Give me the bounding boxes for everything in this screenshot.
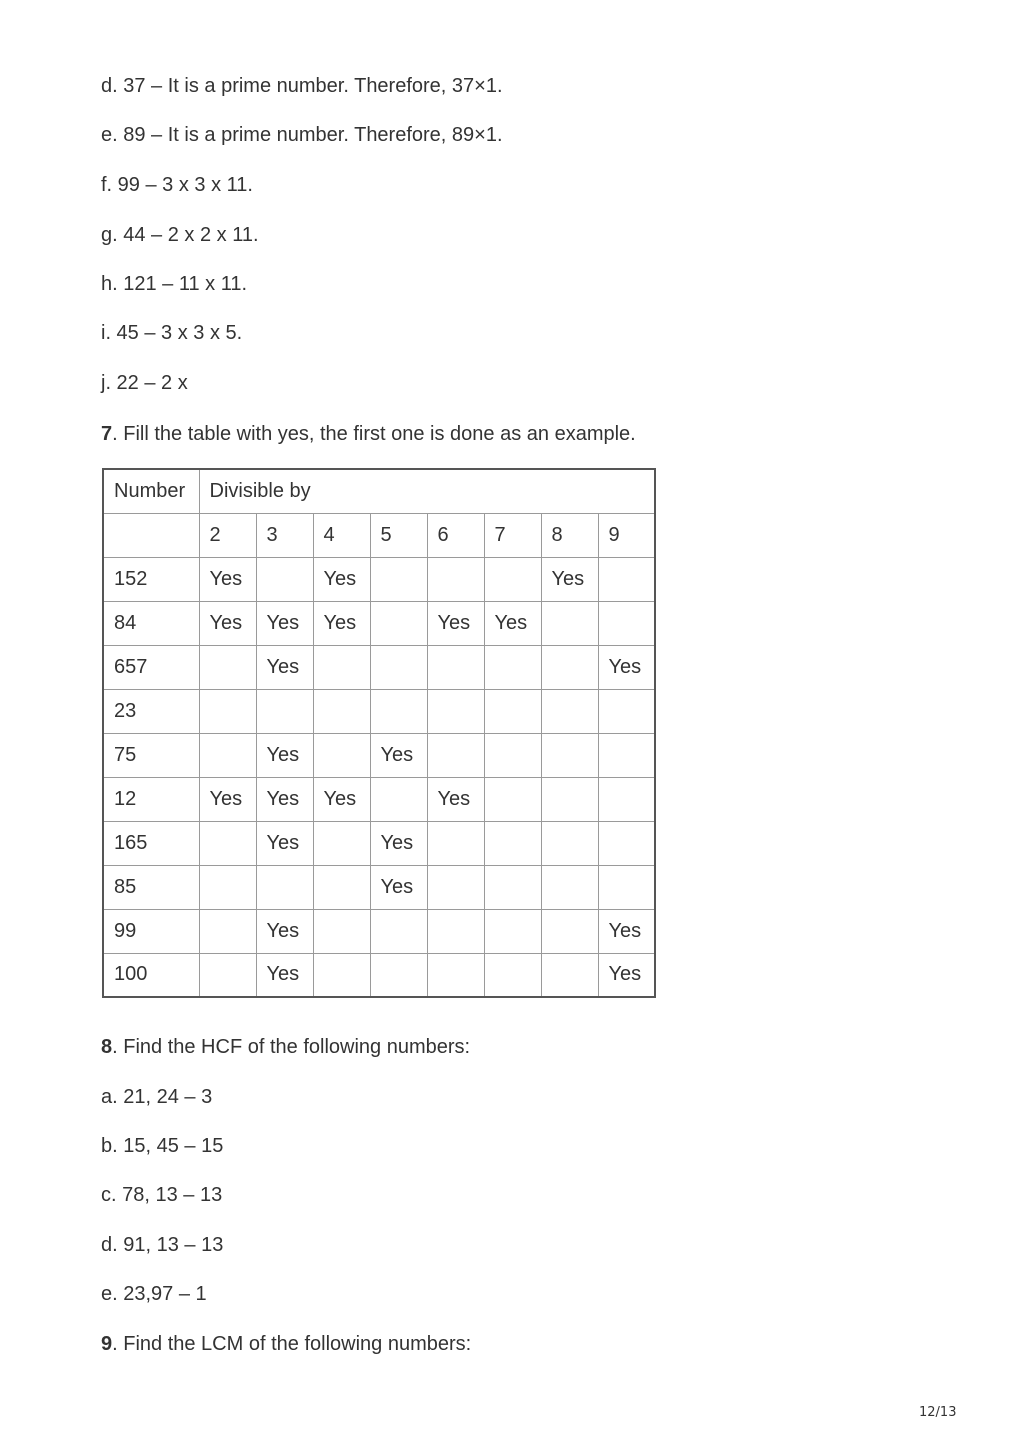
question-8-number: 8: [101, 1036, 113, 1058]
hcf-line-a: a. 21, 24 – 3: [101, 1086, 213, 1108]
hcf-line-c: c. 78, 13 – 13: [101, 1184, 223, 1206]
divisible-cell: [370, 601, 427, 645]
divisible-cell: Yes: [199, 777, 256, 821]
divisible-cell: Yes: [541, 557, 598, 601]
divisible-cell: [541, 733, 598, 777]
divisible-cell: [199, 865, 256, 909]
divisible-cell: [427, 865, 484, 909]
divisible-cell: [199, 953, 256, 997]
row-number-cell: 23: [103, 689, 199, 733]
table-row: [103, 645, 655, 689]
divisible-cell: [484, 865, 541, 909]
divisible-cell: Yes: [256, 953, 313, 997]
divisible-cell: [370, 777, 427, 821]
row-number-cell: 84: [103, 601, 199, 645]
divisible-cell: [370, 557, 427, 601]
divisible-cell: [541, 689, 598, 733]
divisible-cell: [541, 645, 598, 689]
divisible-cell: [541, 821, 598, 865]
answer-line-j: j. 22 – 2 x: [101, 372, 188, 394]
divisible-cell: [598, 821, 655, 865]
divisible-cell: [598, 601, 655, 645]
question-7: [101, 422, 636, 446]
divisible-cell: Yes: [313, 777, 370, 821]
divisible-cell: [199, 733, 256, 777]
divisible-cell: Yes: [256, 777, 313, 821]
divisible-cell: Yes: [427, 601, 484, 645]
divisible-cell: [484, 689, 541, 733]
divisible-cell: Yes: [256, 821, 313, 865]
row-number-cell: 100: [103, 953, 199, 997]
row-number-cell: 12: [103, 777, 199, 821]
divisible-cell: [313, 821, 370, 865]
divisible-cell: Yes: [256, 601, 313, 645]
question-9: [101, 1332, 471, 1356]
divisible-cell: [370, 953, 427, 997]
header-divisible-by: Divisible by: [199, 469, 655, 513]
answer-line-g: g. 44 – 2 x 2 x 11.: [101, 224, 259, 246]
row-number-cell: 657: [103, 645, 199, 689]
divisible-cell: [541, 865, 598, 909]
page-number: 12/13: [919, 1405, 957, 1420]
row-number-cell: 99: [103, 909, 199, 953]
divisible-cell: [199, 909, 256, 953]
divisor-cell: 5: [370, 513, 427, 557]
divisible-cell: [427, 733, 484, 777]
answer-line-h: h. 121 – 11 x 11.: [101, 273, 248, 295]
question-7-text: . Fill the table with yes, the first one is done as an example.: [112, 423, 636, 445]
table-divisor-row: [103, 513, 655, 557]
answer-line-i: i. 45 – 3 x 3 x 5.: [101, 322, 243, 344]
table-row: [103, 557, 655, 601]
question-8-text: . Find the HCF of the following numbers:: [112, 1036, 471, 1058]
row-number-cell: 75: [103, 733, 199, 777]
divisible-cell: [484, 645, 541, 689]
divisible-cell: Yes: [484, 601, 541, 645]
divisible-cell: [256, 557, 313, 601]
divisible-cell: Yes: [598, 953, 655, 997]
divisible-cell: [541, 909, 598, 953]
question-9-number: 9: [101, 1333, 113, 1355]
divisor-cell: 2: [199, 513, 256, 557]
divisible-cell: [598, 777, 655, 821]
divisible-cell: [313, 953, 370, 997]
divisible-cell: Yes: [256, 909, 313, 953]
divisible-cell: [484, 557, 541, 601]
divisible-cell: [541, 601, 598, 645]
divisible-cell: [199, 821, 256, 865]
divisor-cell: 9: [598, 513, 655, 557]
divisible-cell: [199, 689, 256, 733]
divisible-cell: Yes: [256, 733, 313, 777]
table-row: [103, 777, 655, 821]
header-number: Number: [103, 469, 199, 513]
divisible-cell: [313, 645, 370, 689]
question-8: [101, 1035, 470, 1059]
divisible-cell: Yes: [313, 557, 370, 601]
divisible-cell: [313, 865, 370, 909]
divisible-cell: [370, 645, 427, 689]
divisible-cell: [427, 821, 484, 865]
divisible-cell: Yes: [370, 733, 427, 777]
divisor-cell: 7: [484, 513, 541, 557]
divisible-cell: [598, 557, 655, 601]
divisible-cell: Yes: [427, 777, 484, 821]
answer-line-d: d. 37 – It is a prime number. Therefore, 37×1.: [101, 75, 503, 97]
divisor-cell: 4: [313, 513, 370, 557]
divisible-cell: [598, 865, 655, 909]
row-number-cell: 85: [103, 865, 199, 909]
divisible-cell: [484, 953, 541, 997]
table-header-row: [103, 469, 655, 513]
divisible-cell: [484, 777, 541, 821]
table-row: [103, 733, 655, 777]
divisible-cell: [541, 953, 598, 997]
divisor-cell: 3: [256, 513, 313, 557]
table-row: [103, 953, 655, 997]
divisible-cell: [313, 689, 370, 733]
divisible-cell: [313, 909, 370, 953]
table-cell-empty: [103, 513, 199, 557]
divisor-cell: 8: [541, 513, 598, 557]
divisible-cell: [256, 689, 313, 733]
divisible-cell: Yes: [370, 865, 427, 909]
table-row: [103, 909, 655, 953]
table-row: [103, 865, 655, 909]
divisibility-table: [102, 468, 656, 998]
table-row: [103, 689, 655, 733]
divisible-cell: [427, 909, 484, 953]
table-row: [103, 601, 655, 645]
divisible-cell: Yes: [598, 909, 655, 953]
row-number-cell: 152: [103, 557, 199, 601]
hcf-line-d: d. 91, 13 – 13: [101, 1234, 224, 1256]
divisible-cell: [484, 733, 541, 777]
divisible-cell: [598, 733, 655, 777]
divisible-cell: [541, 777, 598, 821]
divisible-cell: [370, 689, 427, 733]
divisible-cell: [427, 645, 484, 689]
table-row: [103, 821, 655, 865]
row-number-cell: 165: [103, 821, 199, 865]
hcf-line-e: e. 23,97 – 1: [101, 1283, 207, 1305]
question-7-number: 7: [101, 423, 113, 445]
divisible-cell: Yes: [598, 645, 655, 689]
answer-line-e: e. 89 – It is a prime number. Therefore, 89×1.: [101, 124, 503, 146]
answer-line-f: f. 99 – 3 x 3 x 11.: [101, 174, 253, 196]
divisible-cell: Yes: [370, 821, 427, 865]
divisible-cell: [256, 865, 313, 909]
divisor-cell: 6: [427, 513, 484, 557]
divisible-cell: Yes: [256, 645, 313, 689]
divisible-cell: [313, 733, 370, 777]
divisible-cell: [484, 821, 541, 865]
question-9-text: . Find the LCM of the following numbers:: [112, 1333, 472, 1355]
hcf-line-b: b. 15, 45 – 15: [101, 1135, 224, 1157]
divisible-cell: [370, 909, 427, 953]
divisible-cell: Yes: [199, 557, 256, 601]
divisible-cell: [199, 645, 256, 689]
divisible-cell: [484, 909, 541, 953]
divisible-cell: [427, 557, 484, 601]
divisible-cell: [427, 689, 484, 733]
divisible-cell: Yes: [199, 601, 256, 645]
divisible-cell: [598, 689, 655, 733]
divisible-cell: [427, 953, 484, 997]
divisible-cell: Yes: [313, 601, 370, 645]
